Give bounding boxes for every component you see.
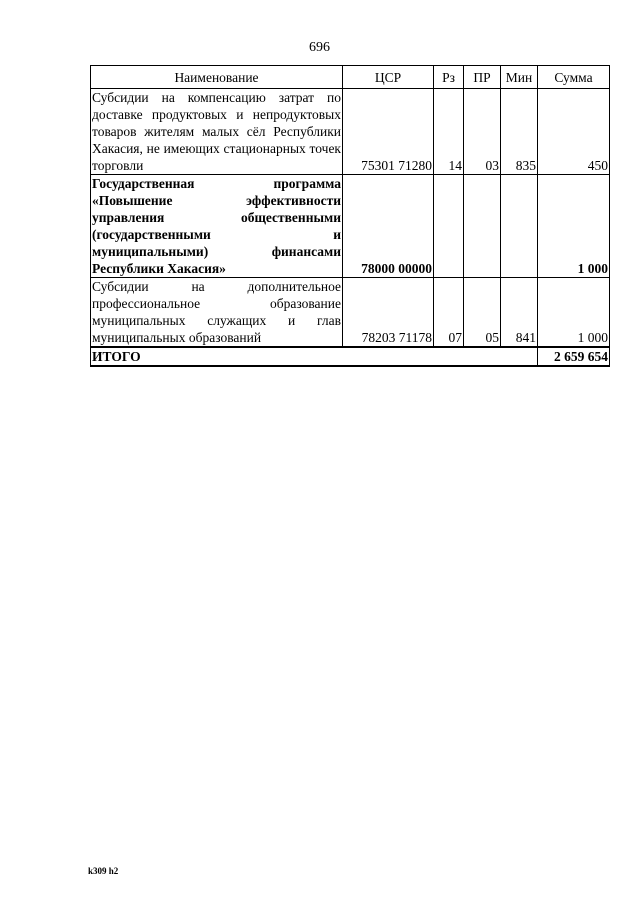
row-rz: 14 (434, 89, 464, 175)
row-name: Государственная программа «Повышение эффективности управления общественными (государственными и муниципальными) финансами Республики Хакасия» (92, 176, 341, 276)
total-row (91, 347, 610, 366)
table-row (91, 89, 610, 175)
row-pr: 05 (464, 278, 501, 348)
row-rz (434, 175, 464, 278)
row-name: Субсидии на дополнительное профессиональное образование муниципальных служащих и глав муниципальных образований (92, 279, 341, 345)
page-number: 696 (309, 40, 330, 55)
footer-code: k309 h2 (88, 866, 119, 876)
header-sum: Сумма (538, 66, 610, 89)
header-rz: Рз (434, 66, 464, 89)
row-csr: 78203 71178 (343, 278, 434, 348)
row-min (501, 175, 538, 278)
table-row (91, 175, 610, 278)
table-row (91, 278, 610, 348)
header-csr: ЦСР (343, 66, 434, 89)
table-header-row (91, 66, 610, 89)
row-pr (464, 175, 501, 278)
row-sum: 450 (538, 89, 610, 175)
header-min: Мин (501, 66, 538, 89)
header-name: Наименование (91, 66, 343, 89)
row-csr: 78000 00000 (343, 175, 434, 278)
row-sum: 1 000 (538, 175, 610, 278)
header-pr: ПР (464, 66, 501, 89)
row-csr: 75301 71280 (343, 89, 434, 175)
row-rz: 07 (434, 278, 464, 348)
row-sum: 1 000 (538, 278, 610, 348)
budget-table (90, 65, 610, 367)
total-sum: 2 659 654 (538, 347, 610, 366)
row-min: 835 (501, 89, 538, 175)
row-name: Субсидии на компенсацию затрат по доставке продуктовых и непродуктовых товаров жителям малых сёл Республики Хакасия, не имеющих стационарных точек торговли (92, 90, 341, 173)
total-label: ИТОГО (91, 347, 538, 366)
row-min: 841 (501, 278, 538, 348)
row-pr: 03 (464, 89, 501, 175)
